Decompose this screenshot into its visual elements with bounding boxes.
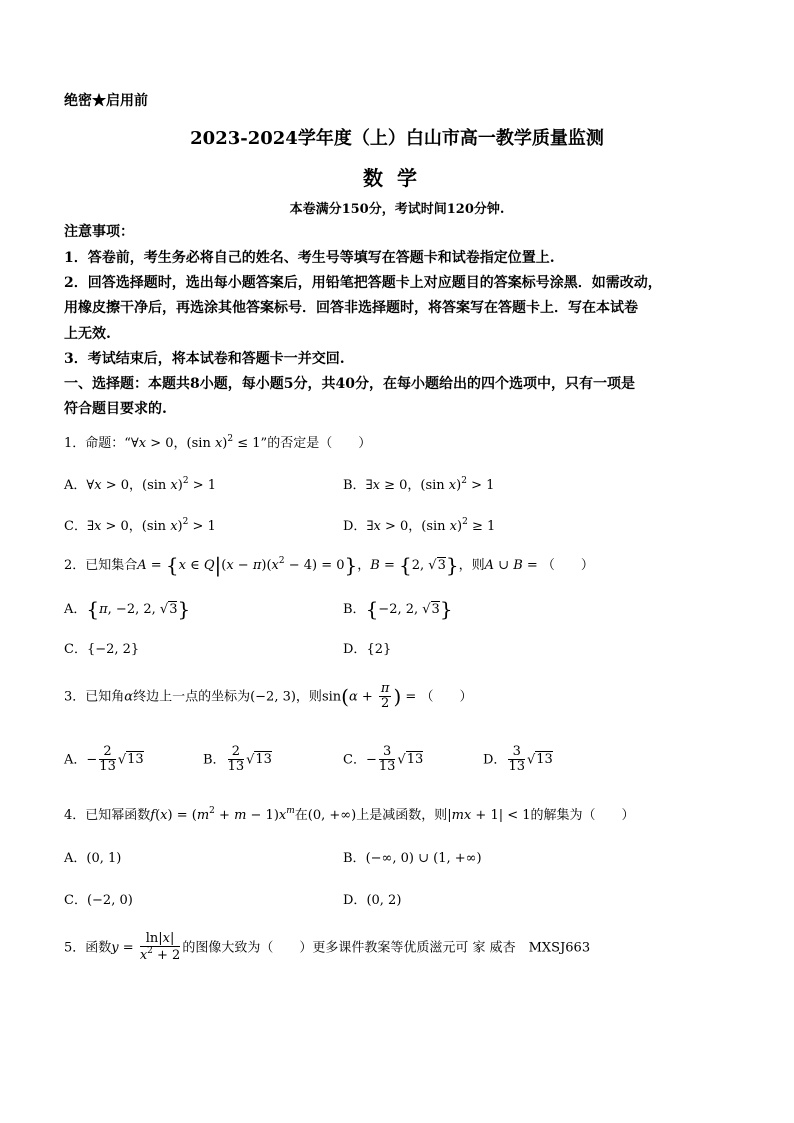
option-2d: D．{2}	[343, 642, 392, 657]
note-line: 用橡皮擦干净后，再选涂其他答案标号．回答非选择题时，将答案写在答题卡上．写在本试卷	[64, 300, 638, 316]
option-4b: B．(−∞, 0) ∪ (1, +∞)	[343, 851, 482, 866]
option-1a: A．∀x > 0，(sin x)$^2$ > 1	[64, 476, 217, 493]
note-line: 1．答卷前，考生务必将自己的姓名、考生号等填写在答题卡和试卷指定位置上.	[64, 250, 555, 266]
option-3a: A．− $\frac{2}{13}$ √13	[64, 744, 144, 775]
option-4d: D．(0, 2)	[343, 893, 402, 908]
option-3b: B． $\frac{2}{13}$ √13	[203, 744, 272, 775]
question-5: 5．函数y = $\frac{\ln|x|}{x^2 + 2}$ 的图像大致为（ ）更多课件教案等优质滋元可 家 威杏 MXSJ663	[64, 931, 591, 964]
question-1: 1．命题：“∀x > 0，(sin x)$^2$ ≤ 1”的否定是（ ）	[64, 434, 372, 451]
section-heading: 一、选择题：本题共8小题，每小题5分，共40分，在每小题给出的四个选项中，只有一项是	[64, 376, 635, 392]
section-heading: 符合题目要求的.	[64, 401, 167, 417]
option-3d: D． $\frac{3}{13}$ √13	[483, 744, 553, 775]
option-2a: A．{π, −2, 2, √3}	[64, 597, 191, 621]
exam-info: 本卷满分150分，考试时间120分钟.	[289, 202, 505, 217]
option-2b: B．{−2, 2, √3}	[343, 597, 453, 621]
option-2c: C．{−2, 2}	[64, 642, 140, 657]
question-3: 3．已知角α终边上一点的坐标为(−2, 3)，则sin(α + $\frac{\pi}{2}$ ) = （ ）	[64, 681, 473, 712]
note-line: 2．回答选择题时，选出每小题答案后，用铅笔把答题卡上对应题目的答案标号涂黑．如需改动，	[64, 275, 662, 291]
option-1d: D．∃x > 0，(sin x)$^2$ ≥ 1	[343, 517, 496, 534]
note-line: 上无效.	[64, 326, 111, 342]
option-4c: C．(−2, 0)	[64, 893, 133, 908]
note-line: 3．考试结束后，将本试卷和答题卡一并交回.	[64, 351, 345, 367]
question-4: 4．已知幂函数$f(x) = (m^2 + m - 1)x^m$在(0, +∞)上是减函数，则|mx + 1| < 1的解集为（ ）	[64, 806, 635, 823]
secret-mark: 绝密★启用前	[64, 93, 148, 109]
question-2: 2．已知集合A = {x ∈ $Q|(x - \pi)(x^2 - 4) = 0$}，B = {2, √3}，则A ∪ B = （ ）	[64, 553, 594, 577]
option-1b: B．∃x ≥ 0，(sin x)$^2$ > 1	[343, 476, 495, 493]
option-3c: C．− $\frac{3}{13}$ √13	[343, 744, 424, 775]
notes-heading: 注意事项：	[64, 224, 134, 240]
option-1c: C．∃x > 0，(sin x)$^2$ > 1	[64, 517, 216, 534]
option-4a: A．(0, 1)	[64, 851, 122, 866]
subject-title: 数学	[363, 166, 431, 190]
exam-title: 2023-2024学年度（上）白山市高一教学质量监测	[190, 128, 604, 149]
